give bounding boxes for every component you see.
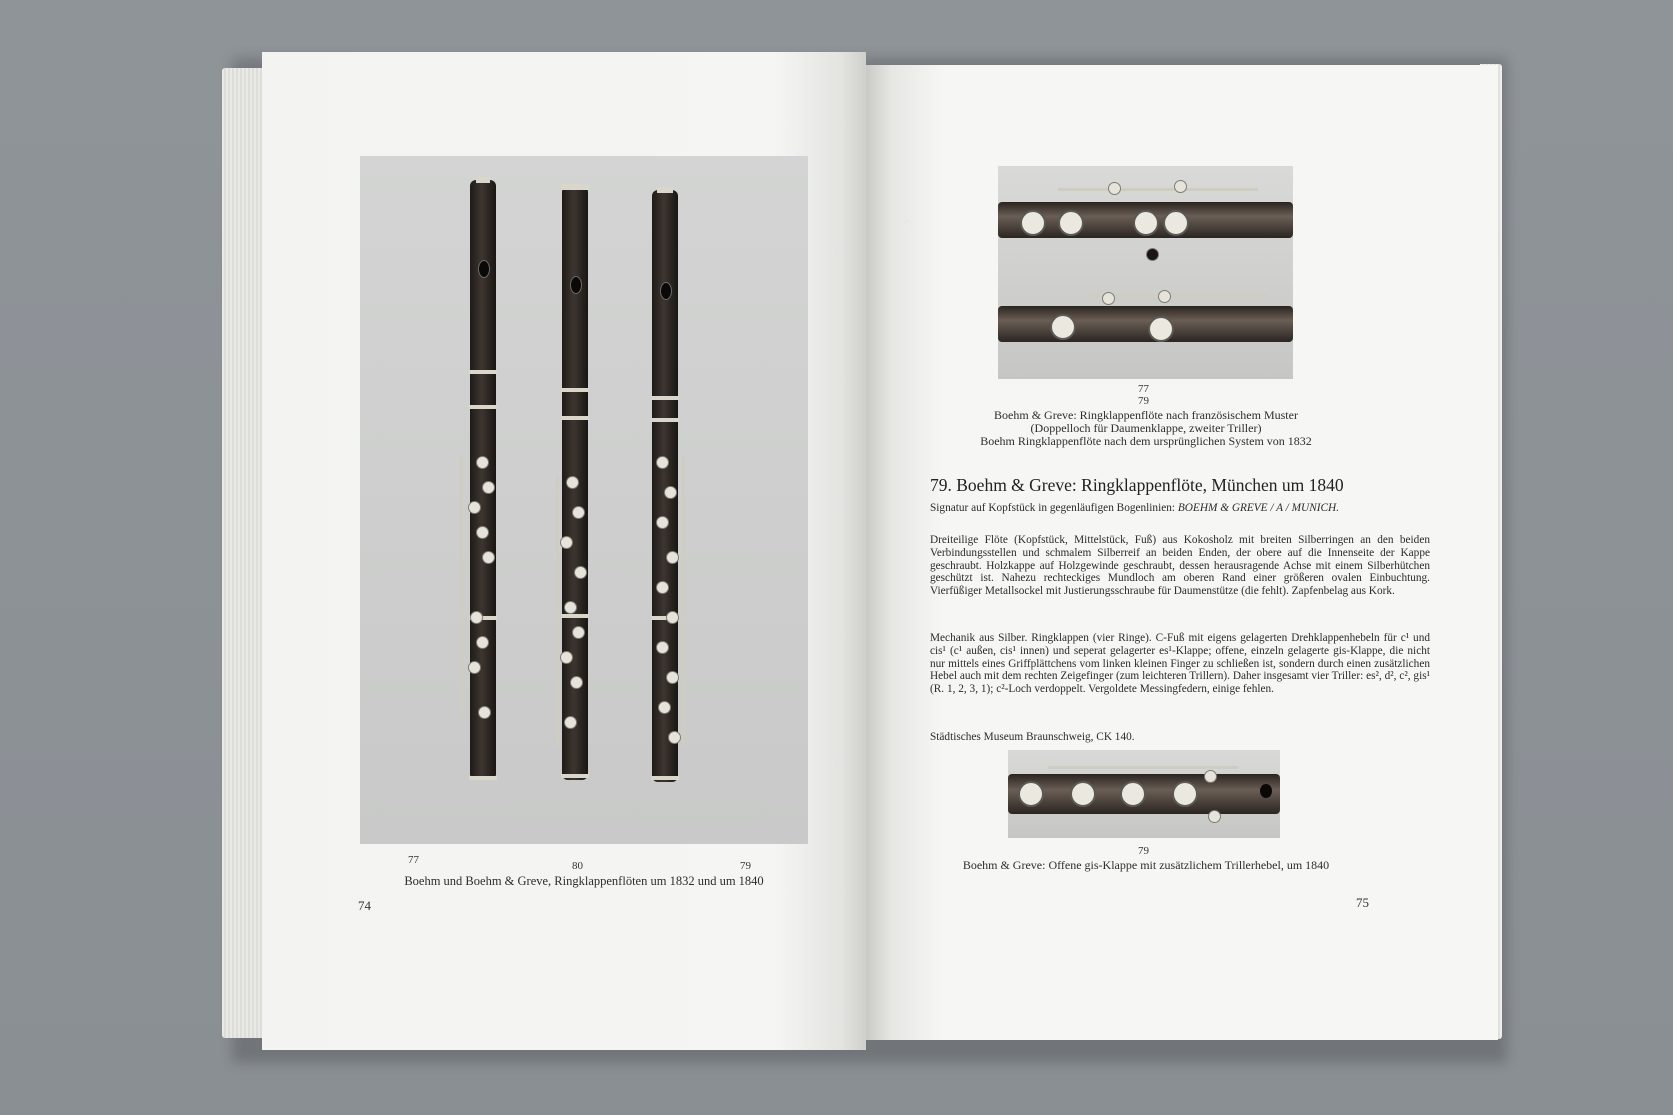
mechanics-paragraph: Mechanik aus Silber. Ringklappen (vier Ringe). C-Fuß mit eigens gelagerten Drehklappenhebeln für c¹ und cis¹ (c¹ außen, cis¹ innen) und seperat gelagerter es¹-Klappe; offene, einzeln gelagerte gis-Klappe, die nicht nur mittels eines Griffplättchens vom linken kleinen Finger zu schließen ist, sondern durch einen zusätzlichen Hebel auch mit dem rechten Zeigefinger (zum leichteren Trillern). Daher insgesamt vier Triller: es², d², c², gis¹ (R. 1, 2, 3, 1); c²-Loch verdoppelt. Vergoldete Messingfedern, einige fehlen. [930,632,1430,696]
left-page-number: 74 [358,898,371,913]
bottom-figure-caption: Boehm & Greve: Offene gis-Klappe mit zusätzlichem Trillerhebel, um 1840 [962,858,1330,872]
signature-italic: BOEHM & GREVE / A / MUNICH. [1177,502,1340,514]
flute-77 [470,180,496,780]
left-figure-caption: Boehm und Boehm & Greve, Ringklappenflöten um 1832 und um 1840 [404,874,764,888]
signature-prefix: Signatur auf Kopfstück in gegenläufigen Bogenlinien: [930,502,1178,514]
figure-number-79: 79 [740,860,751,872]
three-flutes-photo [360,156,808,844]
top-figure-number-79: 79 [1138,395,1149,407]
figure-number-77: 77 [408,854,419,866]
right-page-number: 75 [1356,895,1369,910]
flute-79 [652,190,678,782]
location-line: Städtisches Museum Braunschweig, CK 140. [930,731,1135,743]
flute-detail-photo-top [998,166,1293,379]
top-figure-caption-line-3: Boehm Ringklappenflöte nach dem ursprünglichen System von 1832 [980,434,1312,448]
flute-detail-photo-bottom [1008,750,1280,838]
description-paragraph: Dreiteilige Flöte (Kopfstück, Mittelstück, Fuß) aus Kokosholz mit breiten Silberringen an den beiden Verbindungsstellen und schmalem Silberreif an beiden Enden, der obere auf die Innenseite der Kappe geschraubt. Holzkappe auf Holzgewinde geschraubt, dessen herausragende Achse mit einem Silberhütchen geschützt ist. Nahezu rechteckiges Mundloch am oberen Rand einer größeren ovalen Einbuchtung. Vierfüßiger Metallsockel mit Justierungsschraube für Daumenstütze (die fehlt). Zapfenbelag aus Kork. [930,534,1430,598]
top-figure-number-77: 77 [1138,383,1149,395]
bottom-figure-number: 79 [1138,845,1149,857]
flute-body-lower [998,306,1293,342]
left-page [262,52,866,1050]
entry-heading: 79. Boehm & Greve: Ringklappenflöte, München um 1840 [930,475,1344,495]
right-page: c 77 79 Boehm & Greve: Ringklappenflöte nach französischem Muster (Doppelloch für Daumenklappe, zweiter Triller) Boehm Ringklappenflöte nach dem ursprünglichen System von 1832 79. Boehm & Greve: Ringklappenflöte, München um 1840 Signatur auf Kopfstück in gegenläufigen Bogenlinien: BOEHM & GREVE / A / MUNICH. Dreiteilige Flöte (Kopfstück, Mittelstück, Fuß) aus Kokosholz mit breiten Silberringen an den beiden Verbindungsstellen und schmalem Silberreif an beiden Enden, der obere auf die Innenseite der Kappe geschraubt. Holzkappe auf Holzgewinde geschraubt, dessen herausragende Achse mit einem Silberhütchen geschützt ist. Nahezu rechteckiges Mundloch am oberen Rand einer größeren ovalen Einbuchtung. Vierfüßiger Metallsockel mit Justierungsschraube für Daumenstütze (die fehlt). Zapfenbelag aus Kork. Mechanik aus Silber. Ringklappen (vier Ringe). C-Fuß mit eigens gelagerten Drehklappenhebeln für c¹ und cis¹ (c¹ außen, cis¹ innen) und seperat gelagerter es¹-Klappe; offene, einzeln gelagerte gis-Klappe, die nicht nur mittels eines Griffplättchens vom linken kleinen Finger zu schließen ist, sondern durch einen zusätzlichen Hebel auch mit dem rechten Zeigefinger (zum leichteren Trillern). Daher insgesamt vier Triller: es², d², c², gis¹ (R. 1, 2, 3, 1); c²-Loch verdoppelt. Vergoldete Messingfedern, einige fehlen. Städtisches Museum Braunschweig, CK 140. 79 Boehm & Greve: Offene gis-Klappe mit zusätzlichem Trillerhebel, um 1840 75 [866,65,1498,1040]
figure-number-80: 80 [572,860,583,872]
signature-line [930,502,1430,515]
top-figure-caption-line-2: (Doppelloch für Daumenklappe, zweiter Triller) [1030,421,1262,435]
top-figure-caption-line-1: Boehm & Greve: Ringklappenflöte nach französischem Muster [994,408,1298,422]
